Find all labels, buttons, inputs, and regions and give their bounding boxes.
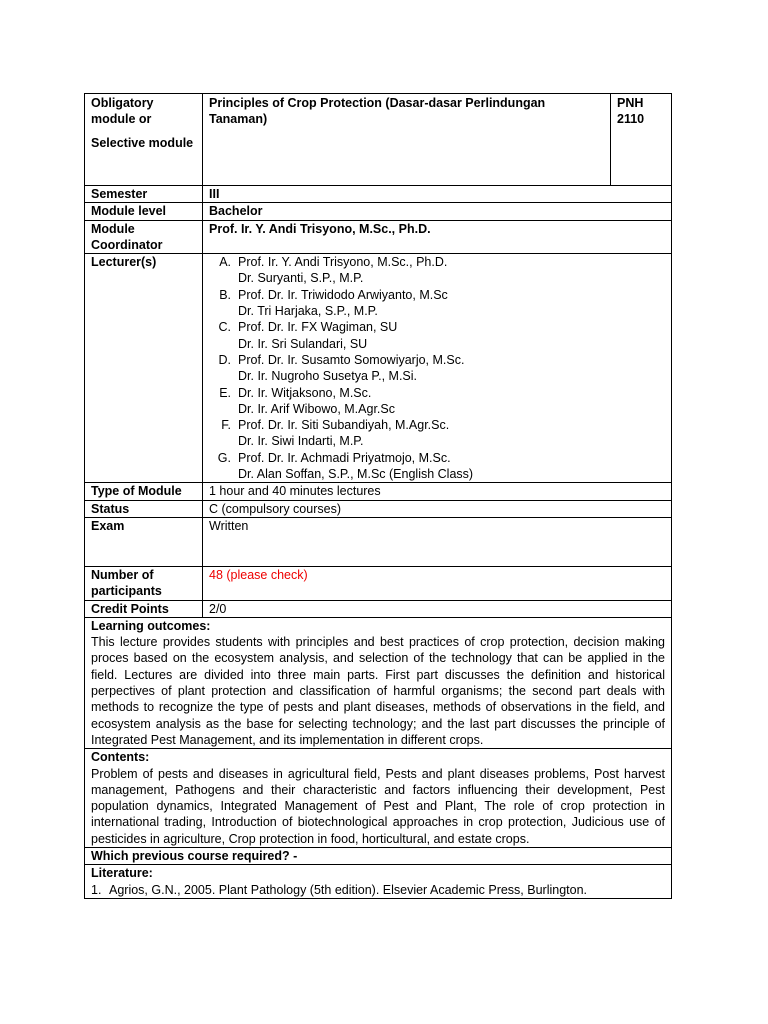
lecturers-list — [203, 254, 672, 483]
credit-points-label: Credit Points — [85, 600, 203, 617]
lecturer-name: Dr. Ir. Arif Wibowo, M.Agr.Sc — [238, 401, 395, 416]
lecturers-row — [85, 254, 672, 483]
lecturer-name: Dr. Ir. Witjaksono, M.Sc. — [238, 385, 372, 400]
previous-course-row — [85, 847, 672, 864]
contents-row — [85, 749, 672, 848]
learning-outcomes-heading: Learning outcomes: — [91, 618, 211, 633]
module-level-value: Bachelor — [203, 203, 672, 220]
type-value: 1 hour and 40 minutes lectures — [203, 483, 672, 500]
selective-label: Selective module — [91, 135, 194, 150]
lecturer-name: Dr. Ir. Siwi Indarti, M.P. — [238, 434, 364, 449]
semester-label: Semester — [85, 186, 203, 203]
semester-value: III — [203, 186, 672, 203]
lecturer-group — [209, 368, 665, 384]
lecturer-letter: G. — [217, 450, 231, 465]
lecturer-letter: F. — [221, 418, 231, 433]
status-row — [85, 500, 672, 517]
contents-cell — [85, 749, 672, 848]
lecturer-group — [209, 433, 665, 449]
status-label: Status — [85, 500, 203, 517]
lecturer-group — [209, 270, 665, 286]
previous-course: Which previous course required? - — [85, 847, 672, 864]
lecturer-letter: D. — [218, 352, 231, 367]
module-level-label: Module level — [85, 203, 203, 220]
lecturer-group — [209, 254, 665, 270]
module-description-table — [84, 93, 672, 899]
learning-outcomes-row — [85, 617, 672, 748]
lecturer-name: Prof. Dr. Ir. Siti Subandiyah, M.Agr.Sc. — [238, 418, 450, 433]
literature-item — [91, 882, 665, 898]
lecturer-group — [209, 401, 665, 417]
exam-value: Written — [203, 517, 672, 566]
module-level-row — [85, 203, 672, 220]
literature-heading: Literature: — [91, 866, 153, 881]
module-type-row — [85, 483, 672, 500]
lecturer-name: Prof. Dr. Ir. Achmadi Priyatmojo, M.Sc. — [238, 450, 451, 465]
lecturer-group — [209, 450, 665, 466]
semester-row — [85, 186, 672, 203]
literature-cell — [85, 865, 672, 899]
coordinator-label: Module Coordinator — [85, 220, 203, 254]
learning-outcomes-text: This lecture provides students with principles and best practices of crop protection, decision making proces based on the ecosystem analysis, and selection of the technology that can be applied in the field. Lectures are divided into three main parts. First part discusses the definition and historical perpectives of plant protection and classification of harmful organisms; the second part deals with methods to recognize the type of pests and plant diseases, methods of observations in the field, and ecosystem analysis as the base for selecting technology; and the last part discusses the principle of Integrated Pest Management, and its implementation in different crops. — [91, 635, 665, 747]
exam-row — [85, 517, 672, 566]
lecturer-letter: B. — [219, 287, 231, 302]
credit-points-row — [85, 600, 672, 617]
module-title: Principles of Crop Protection (Dasar-dasar Perlindungan Tanaman) — [203, 94, 611, 186]
lecturer-name: Dr. Alan Soffan, S.P., M.Sc (English Class) — [238, 467, 474, 482]
lecturer-name: Prof. Dr. Ir. FX Wagiman, SU — [238, 320, 398, 335]
lecturer-name: Dr. Ir. Nugroho Susetya P., M.Si. — [238, 369, 418, 384]
lecturer-group — [209, 336, 665, 352]
lecturer-group — [209, 352, 665, 368]
lecturer-group — [209, 287, 665, 303]
lecturer-name: Dr. Ir. Sri Sulandari, SU — [238, 336, 368, 351]
contents-text: Problem of pests and diseases in agricultural field, Pests and plant diseases problems, Post harvest management, Pathogens and their characteristic and factors influencing their development, Pest population dynamics, Integrated Management of Pest and Plant, The role of crop protection in international trading, Introduction of biotechnological approaches in crop protection, Judicious use of pesticides in agriculture, Crop protection in food, horticultural, and estate crops. — [91, 766, 665, 846]
header-row — [85, 94, 672, 186]
lecturer-group — [209, 319, 665, 335]
contents-heading: Contents: — [91, 750, 150, 765]
lecturer-letter: A. — [219, 255, 231, 270]
obligatory-label: Obligatory module or — [91, 96, 154, 127]
lecturer-group — [209, 385, 665, 401]
credit-points-value: 2/0 — [203, 600, 672, 617]
lecturer-group — [209, 466, 665, 482]
module-code: PNH 2110 — [611, 94, 672, 186]
lecturer-letter: C. — [218, 320, 231, 335]
coordinator-row — [85, 220, 672, 254]
literature-text: Agrios, G.N., 2005. Plant Pathology (5th edition). Elsevier Academic Press, Burlington. — [109, 882, 588, 897]
module-type-cell — [85, 94, 203, 186]
type-label: Type of Module — [85, 483, 203, 500]
lecturer-letter: E. — [219, 385, 231, 400]
lecturer-name: Dr. Tri Harjaka, S.P., M.P. — [238, 304, 378, 319]
literature-number: 1. — [91, 882, 102, 897]
lecturer-name: Prof. Dr. Ir. Susamto Somowiyarjo, M.Sc. — [238, 352, 465, 367]
lecturer-name: Prof. Ir. Y. Andi Trisyono, M.Sc., Ph.D. — [238, 255, 448, 270]
lecturer-group — [209, 417, 665, 433]
learning-outcomes-cell — [85, 617, 672, 748]
lecturers-label: Lecturer(s) — [85, 254, 203, 483]
lecturer-name: Prof. Dr. Ir. Triwidodo Arwiyanto, M.Sc — [238, 287, 448, 302]
lecturer-name: Dr. Suryanti, S.P., M.P. — [238, 271, 364, 286]
literature-row — [85, 865, 672, 899]
status-value: C (compulsory courses) — [203, 500, 672, 517]
participants-label: Number of participants — [85, 566, 203, 600]
participants-row — [85, 566, 672, 600]
lecturer-group — [209, 303, 665, 319]
participants-value: 48 (please check) — [203, 566, 672, 600]
exam-label: Exam — [85, 517, 203, 566]
coordinator-value: Prof. Ir. Y. Andi Trisyono, M.Sc., Ph.D. — [203, 220, 672, 254]
